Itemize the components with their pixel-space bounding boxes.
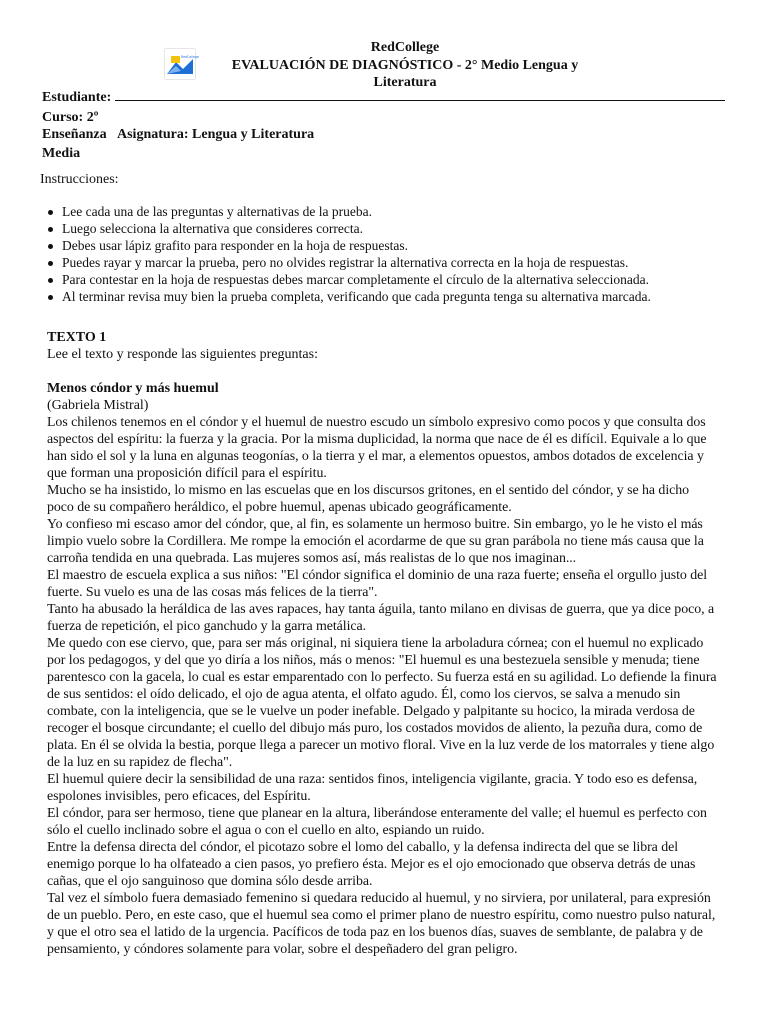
bullet-icon bbox=[48, 278, 53, 283]
subject-label: Asignatura: Lengua y Literatura bbox=[117, 127, 315, 142]
bullet-icon bbox=[48, 244, 53, 249]
story-paragraph: Entre la defensa directa del cóndor, el picotazo sobre el lomo del caballo, y la defensa indirecta del que se libra del enemigo porque lo ha olfateado a cien pasos, yo prefiero ésta. Mejor es el ojo emocionado que observa detrás de unas cañas, que el ojo sanguinoso que domina sólo desde arriba. bbox=[47, 840, 696, 889]
instruction-item: Debes usar lápiz grafito para responder en la hoja de respuestas. bbox=[46, 237, 746, 254]
story-paragraph: El huemul quiere decir la sensibilidad de una raza: sentidos finos, inteligencia vigilante, gracia. Y todo eso es defensa, espolones invisibles, pero eficaces, del Espíritu. bbox=[47, 772, 698, 804]
student-label: Estudiante: bbox=[42, 90, 112, 105]
story-paragraph: Los chilenos tenemos en el cóndor y el huemul de nuestro escudo un símbolo expresivo como pocos y que consulta dos aspectos del espíritu: la fuerza y la gracia. Por la misma duplicidad, la norma que nace de él es difícil. Equivale a lo que han sido el sol y la luna en algunas teogonías, o la tierra y el mar, a elementos opuestos, ambos dotados de excelencia y que forman una proposición difícil para el espíritu. bbox=[47, 415, 707, 481]
instructions-list bbox=[46, 203, 746, 305]
org-name: RedCollege bbox=[370, 40, 440, 55]
bullet-icon bbox=[48, 227, 53, 232]
story-body bbox=[47, 414, 717, 958]
text-section-instruction: Lee el texto y responde las siguientes preguntas: bbox=[47, 347, 318, 362]
teaching-label: Enseñanza bbox=[42, 127, 107, 142]
story-paragraph: Mucho se ha insistido, lo mismo en las escuelas que en los discursos gritones, en el sentido del cóndor, y se ha dicho poco de su compañero heráldico, el pobre huemul, apenas ubicado geográficamente. bbox=[47, 483, 690, 515]
story-author: (Gabriela Mistral) bbox=[47, 398, 149, 413]
redcollege-logo bbox=[164, 48, 199, 80]
instruction-item: Luego selecciona la alternativa que consideres correcta. bbox=[46, 220, 746, 237]
story-paragraph: Tal vez el símbolo fuera demasiado femenino si quedara reducido al huemul, y no sirviera, por unilateral, para expresión de un pueblo. Pero, en este caso, que el huemul sea como el primer plano de nuestro espíritu, como nuestro pulso natural, y que el otro sea el latido de la urgencia. Pacíficos de toda paz en los buenos días, suaves de semblante, de palabra y de pensamiento, y cóndores solamente para volar, sobre el despeñadero del gran peligro. bbox=[47, 891, 716, 957]
instruction-item: Al terminar revisa muy bien la prueba completa, verificando que cada pregunta tenga su alternativa marcada. bbox=[46, 288, 746, 305]
course-label: Curso: 2º bbox=[42, 110, 99, 125]
bullet-icon bbox=[48, 261, 53, 266]
instruction-item: Lee cada una de las preguntas y alternativas de la prueba. bbox=[46, 203, 746, 220]
story-paragraph: El maestro de escuela explica a sus niños: "El cóndor significa el dominio de una raza fuerte; enseña el orgullo justo del fuerte. Su vuelo es una de las cosas más felices de la tierra". bbox=[47, 568, 708, 600]
story-paragraph: El cóndor, para ser hermoso, tiene que planear en la altura, liberándose enteramente del valle; el huemul es perfecto con sólo el cuello inclinado sobre el agua o con el cuello en alto, espiando un ruido. bbox=[47, 806, 707, 838]
story-paragraph: Me quedo con ese ciervo, que, para ser más original, ni siquiera tiene la arboladura córnea; con el huemul no explicado por los pedagogos, y del que yo diría a los niños, más o menos: "El huemul es una bestezuela sensible y menuda; tiene parentesco con la gacela, lo cual es estar emparentado con lo perfecto. Su fuerza está en su agilidad. Lo defiende la finura de sus sentidos: el oído delicado, el ojo de agua atenta, el olfato agudo. Él, como los ciervos, se salva a menudo sin combate, con la inteligencia, que se le vuelve un poder inefable. Delgado y palpitante su hocico, la mirada verdosa de recoger el bosque circundante; el cuello del dibujo más puro, los costados movidos de aliento, la pezuña dura, como de plata. En él se olvida la bestia, porque llega a parecer un motivo floral. Vive en la luz verde de los matorrales y tiene algo de la luz en su rapidez de flecha". bbox=[47, 636, 717, 770]
level-label: Media bbox=[42, 146, 81, 161]
bullet-icon bbox=[48, 210, 53, 215]
text-section-title: TEXTO 1 bbox=[47, 330, 107, 345]
story-paragraph: Yo confieso mi escaso amor del cóndor, que, al fin, es solamente un hermoso buitre. Sin embargo, yo le he visto el más limpio vuelo sobre la Cordillera. Me rompe la emoción el acordarme de que su gran parábola no tiene más causa que la carroña tendida en una quebrada. Las mujeres somos así, más realistas de lo que nos imaginan... bbox=[47, 517, 704, 566]
story-title: Menos cóndor y más huemul bbox=[47, 381, 219, 396]
logo-wordmark: RedCollege bbox=[181, 55, 199, 59]
student-field bbox=[42, 88, 732, 106]
student-name-line[interactable] bbox=[115, 88, 725, 101]
story-paragraph: Tanto ha abusado la heráldica de las aves rapaces, hay tanta águila, tanto milano en divisas de guerra, que ya dice poco, a fuerza de repetición, el pico ganchudo y la garra metálica. bbox=[47, 602, 715, 634]
instruction-item: Puedes rayar y marcar la prueba, pero no olvides registrar la alternativa correcta en la hoja de respuestas. bbox=[46, 254, 746, 271]
bullet-icon bbox=[48, 295, 53, 300]
document-header bbox=[0, 38, 768, 90]
exam-title: EVALUACIÓN DE DIAGNÓSTICO - 2° Medio Lengua y Literatura bbox=[231, 58, 579, 90]
instruction-item: Para contestar en la hoja de respuestas debes marcar completamente el círculo de la alternativa seleccionada. bbox=[46, 271, 746, 288]
logo-mark-icon bbox=[165, 49, 199, 79]
instructions-heading: Instrucciones: bbox=[40, 172, 119, 187]
